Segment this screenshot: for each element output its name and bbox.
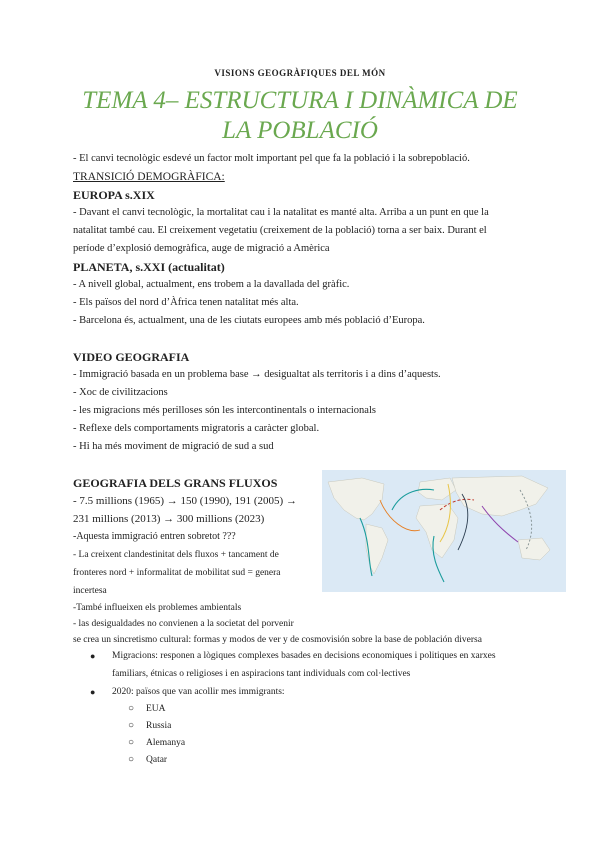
fluxos-line-3: -Aquesta immigració entren sobretot ??? [73, 531, 236, 542]
sub-bullet-icon: ○ [128, 737, 135, 748]
video-line-4: - Reflexe dels comportaments migratoris a caràcter global. [73, 423, 320, 434]
video-heading: VIDEO GEOGRAFIA [73, 350, 190, 364]
europa-line-1: - Davant el canvi tecnològic, la mortalitat cau i la natalitat es manté alta. Arriba a un punt en que la [73, 207, 489, 218]
country-1: EUA [146, 704, 166, 714]
page-title [60, 86, 540, 146]
planeta-heading: PLANETA, s.XXI (actualitat) [73, 260, 225, 274]
fluxos-line-7: -També influeixen els problemes ambientals [73, 603, 242, 613]
title-line-1: TEMA 4– ESTRUCTURA I DINÀMICA DE [82, 87, 518, 114]
fluxos-line-5: fronteres nord + informalitat de mobilitat sud = genera [73, 568, 281, 578]
sub-bullet-icon: ○ [128, 720, 135, 731]
sub-bullet-icon: ○ [128, 703, 135, 714]
bullet-1-line-2: familiars, étnicas o religioses i en aspiracions tant individuals com col·lectives [112, 669, 411, 679]
fluxos-line-1: - 7.5 millions (1965) → 150 (1990), 191 (2005) → [73, 495, 297, 507]
fluxos-line-6: incertesa [73, 586, 107, 596]
country-3: Alemanya [146, 738, 186, 748]
bullet-icon: ● [90, 651, 96, 661]
subject-header: VISIONS GEOGRÀFIQUES DEL MÓN [214, 68, 386, 78]
planeta-line-1: - A nivell global, actualment, ens trobem a la davallada del gràfic. [73, 279, 350, 290]
europa-heading: EUROPA s.XIX [73, 188, 155, 202]
europa-line-2: natalitat també cau. El creixement vegetatiu (creixement de la població) torna a ser baix. Durant el [73, 225, 487, 236]
bullet-1-line-1: Migracions: responen a lògiques complexes basades en decisions economiques i politiques en xarxes [112, 651, 496, 661]
title-line-2: LA POBLACIÓ [222, 117, 378, 144]
video-line-3: - les migracions més perilloses són les intercontinentals o internacionals [73, 405, 376, 416]
intro-text: - El canvi tecnològic esdevé un factor molt important pel que fa la població i la sobrepoblació. [73, 153, 470, 164]
planeta-line-3: - Barcelona és, actualment, una de les ciutats europees amb més població d’Europa. [73, 315, 425, 326]
fluxos-heading: GEOGRAFIA DELS GRANS FLUXOS [73, 476, 278, 490]
video-line-1: - Immigració basada en un problema base → desigualtat als territoris i a dins d’aquests. [73, 369, 441, 380]
transicio-heading: TRANSICIÓ DEMOGRÀFICA: [73, 171, 225, 183]
fluxos-line-4: - La creixent clandestinitat dels fluxos + tancament de [73, 550, 279, 560]
fluxos-line-8: - las desigualdades no convienen a la societat del porvenir [73, 619, 294, 629]
country-4: Qatar [146, 755, 168, 765]
planeta-line-2: - Els països del nord d’Àfrica tenen natalitat més alta. [73, 297, 299, 308]
video-line-2: - Xoc de civilitzacions [73, 387, 168, 398]
bullet-2-text: 2020: països que van acollir mes immigrants: [112, 687, 285, 697]
europa-line-3: període d’explosió demogràfica, auge de migració a Amèrica [73, 243, 330, 254]
fluxos-line-2: 231 millions (2013) → 300 millions (2023) [73, 513, 265, 525]
sub-bullet-icon: ○ [128, 754, 135, 765]
country-2: Russia [146, 721, 172, 731]
sincretismo-text: se crea un sincretismo cultural: formas y modos de ver y de cosmovisión sobre la base de población diversa [73, 635, 482, 645]
bullet-icon: ● [90, 687, 96, 697]
migration-flow-map [322, 470, 566, 592]
video-line-5: - Hi ha més moviment de migració de sud a sud [73, 441, 274, 452]
